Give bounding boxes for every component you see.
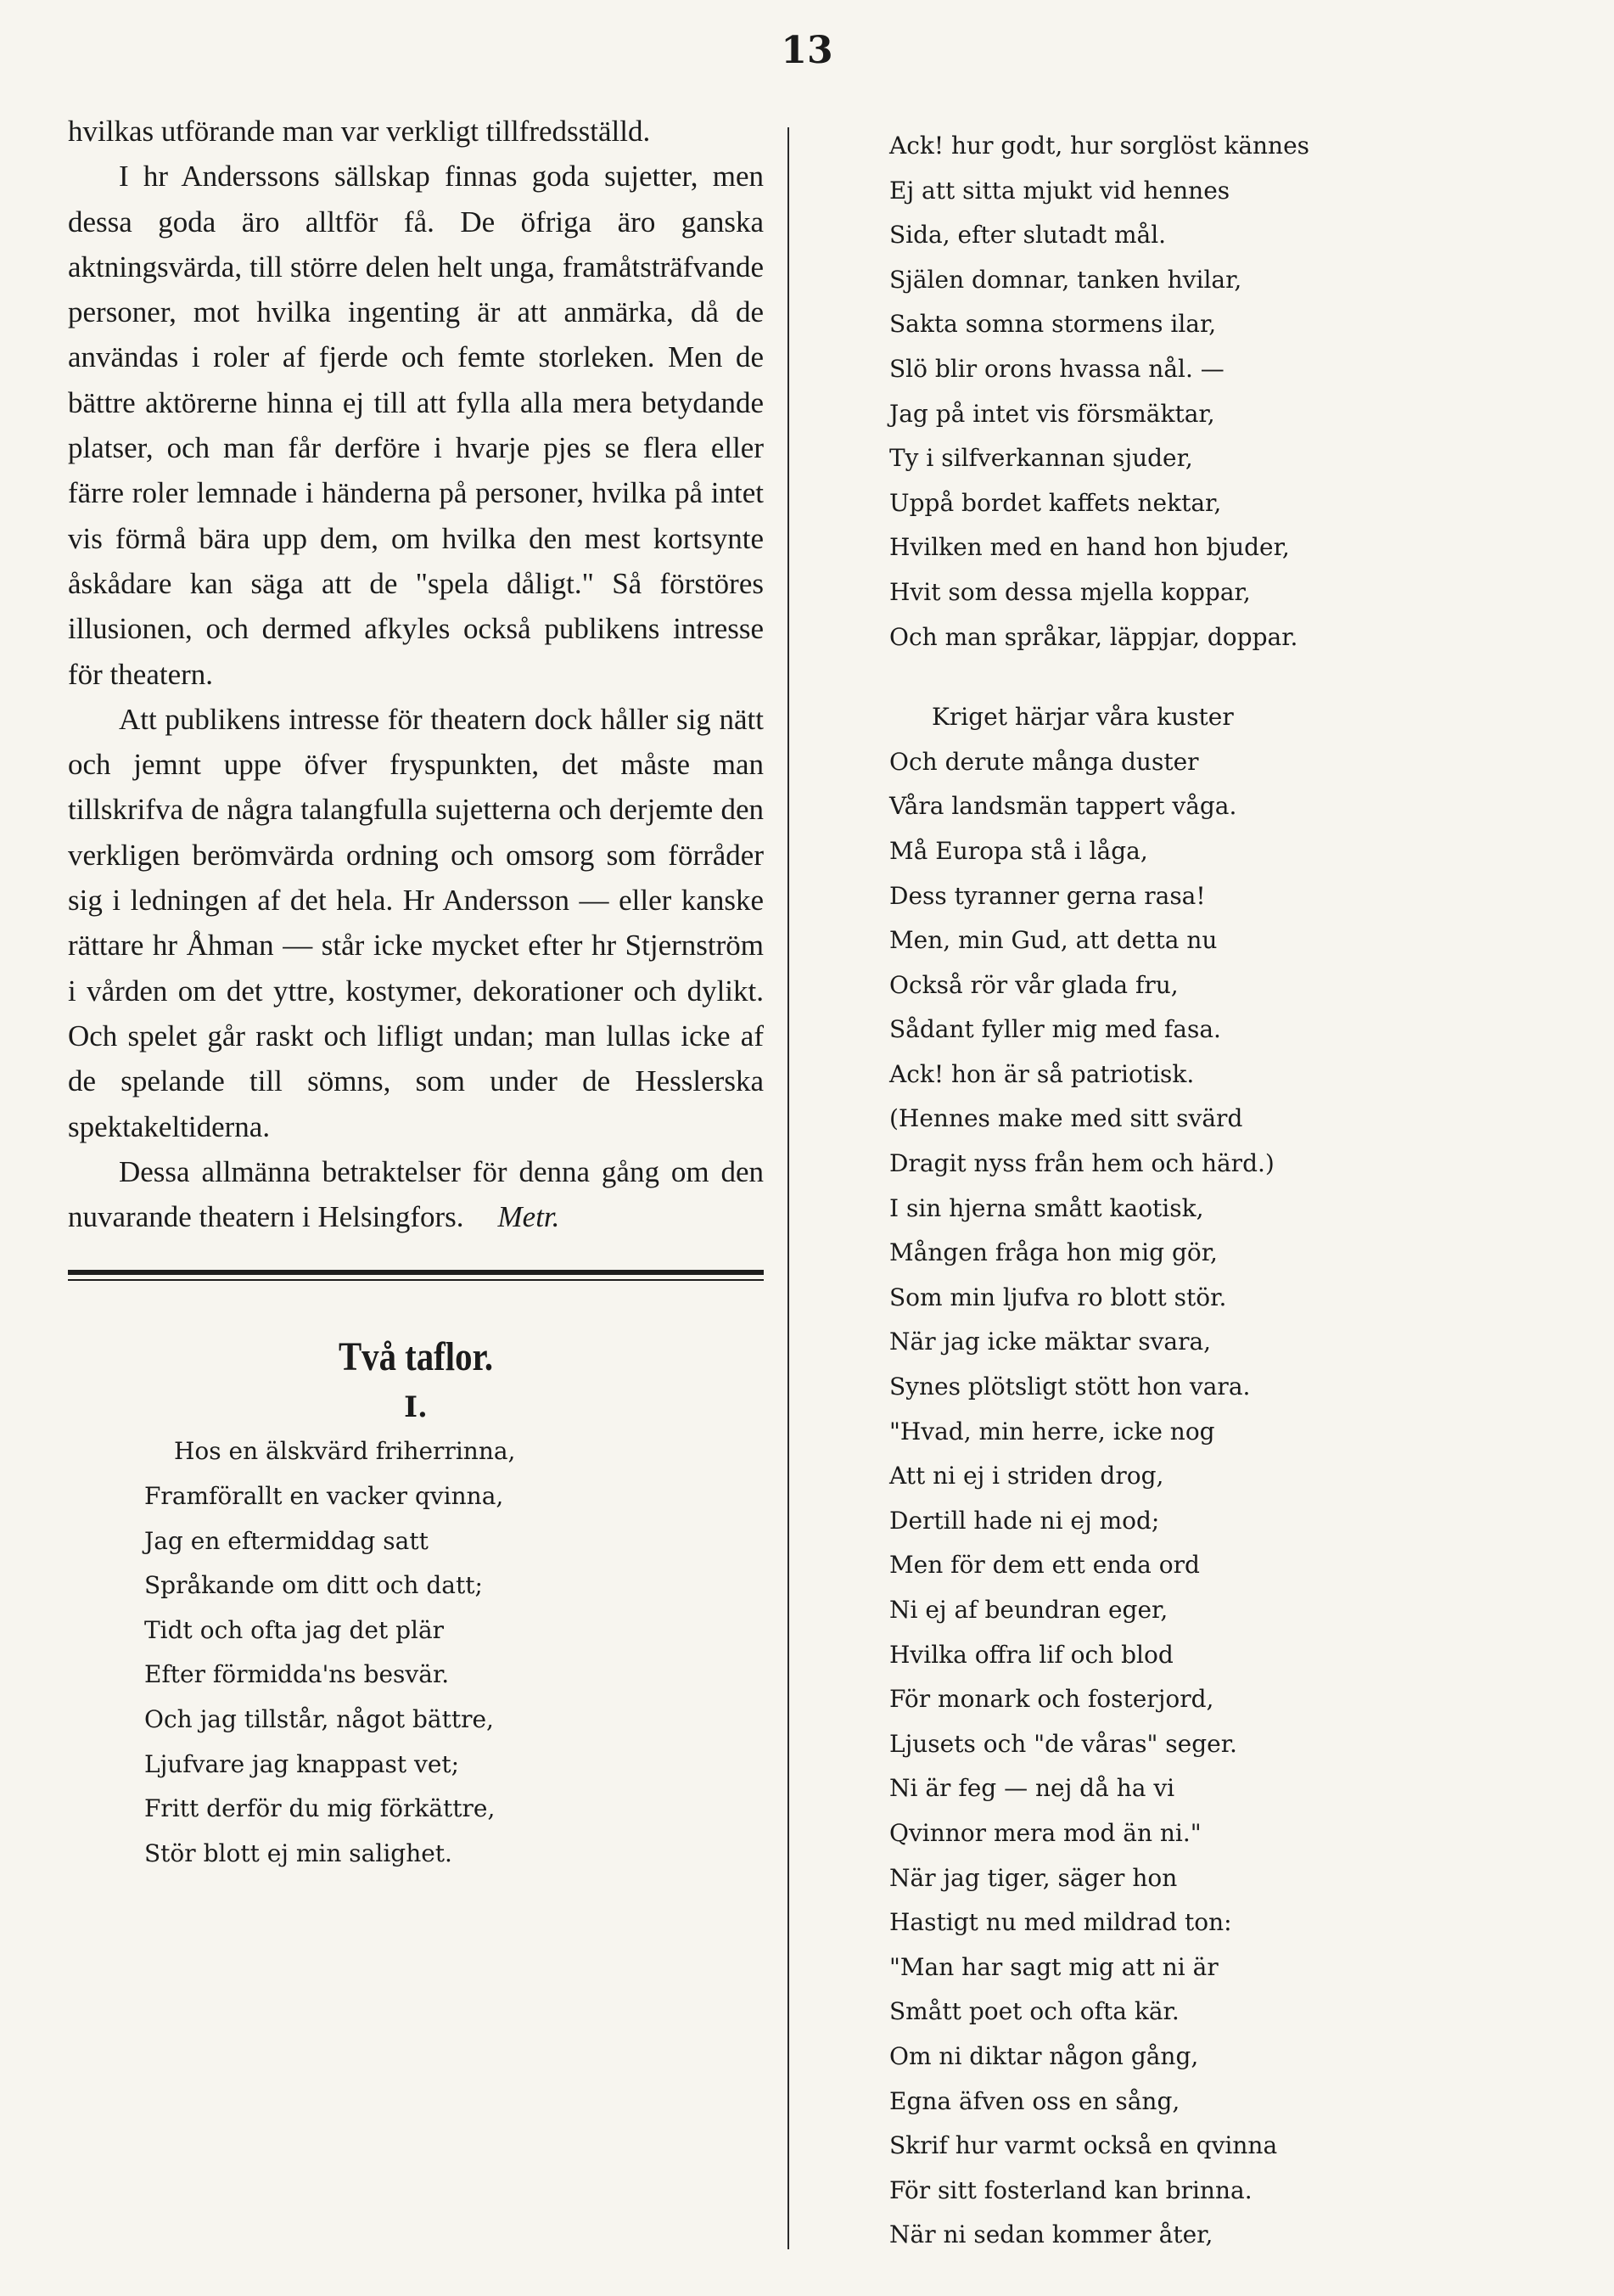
poem-line: Dertill hade ni ej mod; — [889, 1506, 1160, 1535]
poem-line: Ty i silfverkannan sjuder, — [889, 444, 1193, 473]
poem-stanza — [68, 1429, 764, 1876]
poem-line: Jag på intet vis försmäktar, — [889, 399, 1215, 428]
paragraph-text: Dessa allmänna betraktelser för denna gång om den nuvarande theatern i Helsingfors. — [68, 1154, 764, 1234]
stanza-gap — [889, 660, 1551, 690]
poem-line: Hastigt nu med mildrad ton: — [889, 1908, 1232, 1937]
column-divider — [787, 127, 789, 2249]
poem-line: Hvit som dessa mjella koppar, — [889, 577, 1251, 606]
poem-line: När jag icke mäktar svara, — [889, 1328, 1212, 1356]
poem-part-number: I. — [404, 1390, 428, 1425]
poem-line: Att ni ej i striden drog, — [889, 1462, 1164, 1490]
poem-line: Hos en älskvärd friherrinna, — [174, 1437, 516, 1466]
paragraph: hvilkas utförande man var verkligt tillfredsställd. — [68, 115, 651, 148]
poem-line: I sin hjerna smått kaotisk, — [889, 1193, 1204, 1222]
poem-line: Sida, efter slutadt mål. — [889, 221, 1167, 250]
poem-line: Men för dem ett enda ord — [889, 1551, 1200, 1580]
paragraph: I hr Anderssons sällskap finnas goda sujetter, men dessa goda äro alltför få. De öfriga äro ganska aktningsvärda, till större delen helt unga, framåtsträfvande personer, mot hvilka ingenting är att anmärka, då de användas i roler af fjerde och femte storleken. Men de bättre aktörerne hinna ej till att fylla alla mera betydande platser, och man får derföre i hvarje pjes se flera eller färre roler lemnade i händerna på personer, hvilka på intet vis förmå bära upp dem, om hvilka den mest kortsynte åskådare kan säga att de "spela dåligt." Så förstöres illusionen, och dermed afkyles också publikens intresse för theatern. — [68, 160, 764, 691]
poem-line: Må Europa stå i låga, — [889, 836, 1148, 865]
paragraph: Att publikens intresse för theatern dock håller sig nätt och jemnt uppe öfver fryspunkten, det måste man tillskrifva de några talangfulla sujetterna och derjemte den verkligen berömvärda ordning och omsorg som förråder sig i ledningen af det hela. Hr Andersson — eller kanske rättare hr Åhman — står icke mycket efter hr Stjernström i vården om det yttre, kostymer, dekorationer och dylikt. Och spelet går raskt och lifligt undan; man lullas icke af de spelande till sömns, som under de Hesslerska spektakeltiderna. — [68, 702, 764, 1143]
poem-line: Mången fråga hon mig gör, — [889, 1238, 1218, 1267]
poem-line: Som min ljufva ro blott stör. — [889, 1283, 1227, 1311]
poem-line: Ej att sitta mjukt vid hennes — [889, 176, 1230, 205]
poem-line: Smått poet och ofta kär. — [889, 1997, 1180, 2026]
poem-line: Och derute många duster — [889, 747, 1199, 776]
paragraph — [68, 1149, 764, 1240]
poem-line: Kriget härjar våra kuster — [932, 703, 1234, 732]
poem-line: Dragit nyss från hem och härd.) — [889, 1149, 1275, 1178]
poem-line: Sakta somna stormens ilar, — [889, 310, 1217, 339]
signature: Metr. — [497, 1200, 560, 1234]
poem-line: Ack! hur godt, hur sorglöst kännes — [889, 132, 1310, 160]
poem-line: När jag tiger, säger hon — [889, 1863, 1178, 1892]
poem-stanza-1 — [889, 124, 1551, 660]
right-column — [889, 119, 1551, 2258]
poem-line: Våra landsmän tappert våga. — [889, 792, 1237, 821]
poem-line: Själen domnar, tanken hvilar, — [889, 265, 1242, 294]
poem-line: Ljusets och "de våras" seger. — [889, 1729, 1237, 1758]
poem-line: Stör blott ej min salighet. — [144, 1838, 452, 1867]
poem-line: Tidt och ofta jag det plär — [144, 1615, 445, 1644]
page-number: 13 — [781, 29, 833, 72]
left-column — [68, 109, 764, 1876]
poem-line: Slö blir orons hvassa nål. — — [889, 354, 1225, 383]
poem-line: Uppå bordet kaffets nektar, — [889, 488, 1222, 517]
section-rule-thin — [68, 1279, 764, 1281]
poem-line: Fritt derför du mig förkättre, — [144, 1794, 496, 1823]
poem-line: (Hennes make med sitt svärd — [889, 1104, 1243, 1133]
poem-line: Också rör vår glada fru, — [889, 970, 1179, 999]
article-text — [68, 109, 764, 1239]
poem-line: "Hvad, min herre, icke nog — [889, 1417, 1215, 1446]
poem-line: Och jag tillstår, något bättre, — [144, 1704, 494, 1733]
poem-line: "Man har sagt mig att ni är — [889, 1952, 1219, 1981]
poem-line: Skrif hur varmt också en qvinna — [889, 2131, 1278, 2160]
poem-line: Efter förmidda'ns besvär. — [144, 1660, 450, 1689]
poem-line: Sådant fyller mig med fasa. — [889, 1015, 1221, 1044]
poem-line: Dess tyranner gerna rasa! — [889, 881, 1206, 910]
poem-line: Språkande om ditt och datt; — [144, 1571, 483, 1600]
poem-line: För monark och fosterjord, — [889, 1685, 1214, 1714]
poem-line: Synes plötsligt stött hon vara. — [889, 1373, 1251, 1401]
poem-line: När ni sedan kommer åter, — [889, 2220, 1213, 2249]
poem-line: Ljufvare jag knappast vet; — [144, 1749, 460, 1778]
poem-title: Två taflor. — [338, 1334, 494, 1380]
poem-line: Ni ej af beundran eger, — [889, 1596, 1168, 1624]
poem-line: Egna äfven oss en sång, — [889, 2086, 1180, 2115]
poem-line: Om ni diktar någon gång, — [889, 2041, 1199, 2070]
poem-line: Ni är feg — nej då ha vi — [889, 1774, 1175, 1803]
poem-line: Hvilken med en hand hon bjuder, — [889, 533, 1290, 562]
poem-line: Qvinnor mera mod än ni." — [889, 1818, 1202, 1847]
poem-line: Framförallt en vacker qvinna, — [144, 1482, 504, 1511]
poem-line: För sitt fosterland kan brinna. — [889, 2175, 1253, 2204]
poem-line: Men, min Gud, att detta nu — [889, 926, 1218, 955]
poem-line: Jag en eftermiddag satt — [144, 1526, 429, 1555]
poem-line: Hvilka offra lif och blod — [889, 1640, 1174, 1669]
section-rule — [68, 1270, 764, 1275]
poem-stanza-2 — [889, 695, 1551, 2258]
poem-line: Och man språkar, läppjar, doppar. — [889, 622, 1298, 651]
poem-line: Ack! hon är så patriotisk. — [889, 1059, 1195, 1088]
